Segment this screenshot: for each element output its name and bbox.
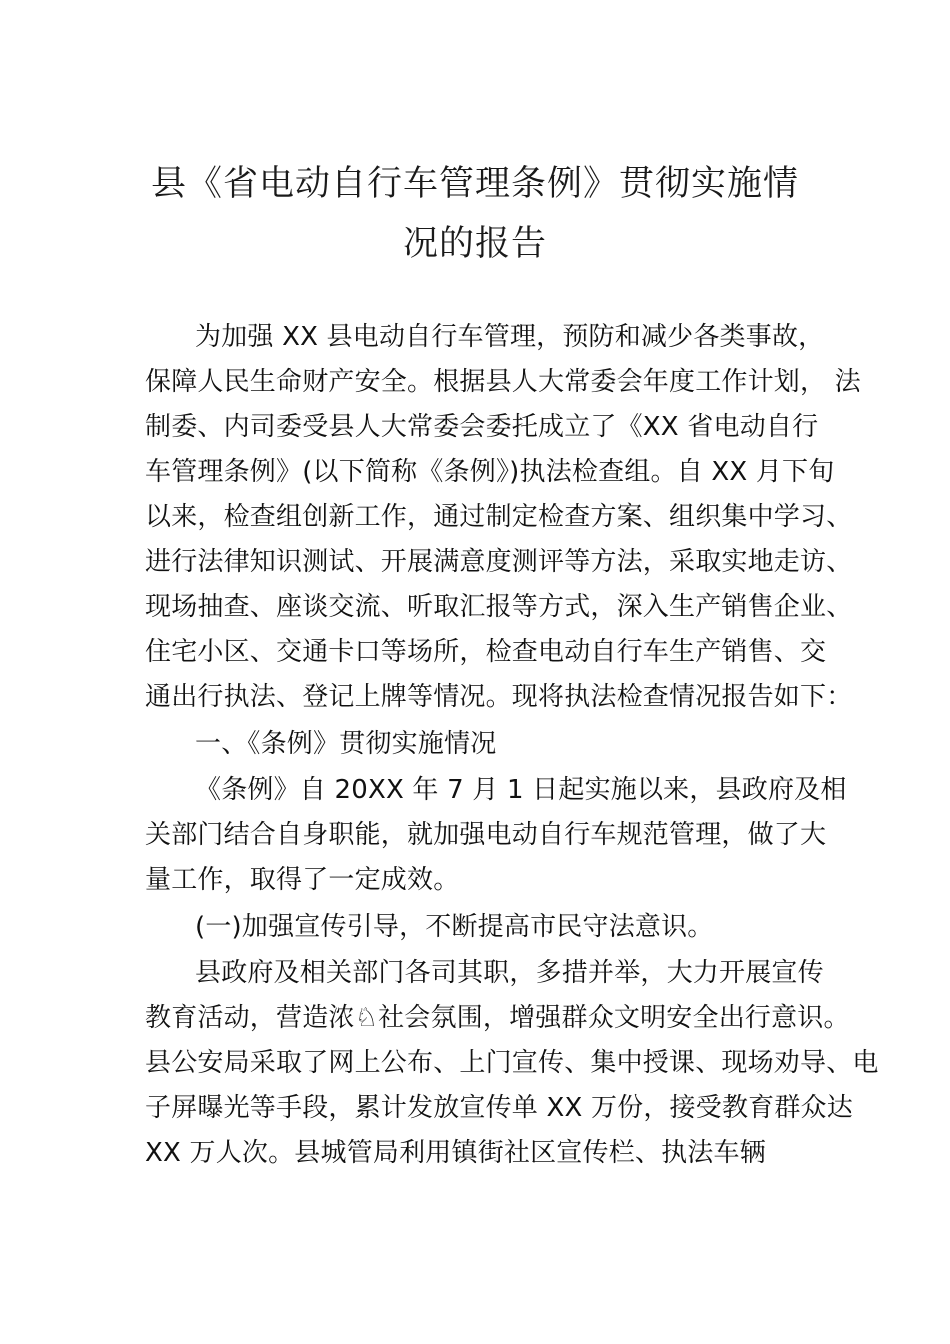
section-heading-1: 一、《条例》贯彻实施情况 bbox=[195, 729, 497, 759]
subsection-heading-1: (一)加强宣传引导，不断提高市民守法意识。 bbox=[195, 912, 714, 942]
body-line-3: 制委、内司委受县人大常委会委托成立了《XX 省电动自行 bbox=[145, 412, 819, 442]
document-title-line-2: 况的报告 bbox=[402, 224, 547, 264]
body-line-9: 通出行执法、登记上牌等情况。现将执法检查情况报告如下： bbox=[145, 682, 853, 712]
document-title-line-1: 县《省电动自行车管理条例》贯彻实施情 bbox=[150, 164, 799, 204]
body-line-4: 车管理条例》(以下简称《条例》)执法检查组。自 XX 月下旬 bbox=[145, 457, 835, 487]
body-line-18: 子屏曝光等手段，累计发放宣传单 XX 万份，接受教育群众达 bbox=[145, 1093, 853, 1123]
body-line-1: 为加强 XX 县电动自行车管理，预防和减少各类事故， bbox=[195, 322, 825, 352]
body-line-2: 保障人民生命财产安全。根据县人大常委会年度工作计划， 法 bbox=[145, 367, 861, 397]
body-line-19: XX 万人次。县城管局利用镇街社区宣传栏、执法车辆 bbox=[145, 1138, 766, 1168]
body-line-15: 县政府及相关部门各司其职，多措并举，大力开展宣传 bbox=[195, 958, 824, 988]
body-line-5: 以来，检查组创新工作，通过制定检查方案、组织集中学习、 bbox=[145, 502, 853, 532]
body-line-8: 住宅小区、交通卡口等场所，检查电动自行车生产销售、交 bbox=[145, 637, 827, 667]
body-line-13: 量工作，取得了一定成效。 bbox=[145, 865, 460, 895]
body-line-6: 进行法律知识测试、开展满意度测评等方法，采取实地走访、 bbox=[145, 547, 853, 577]
body-line-16: 教育活动，营造浓♘社会氛围，增强群众文明安全出行意识。 bbox=[145, 1003, 850, 1033]
body-line-12: 关部门结合自身职能，就加强电动自行车规范管理，做了大 bbox=[145, 820, 827, 850]
body-line-17: 县公安局采取了网上公布、上门宣传、集中授课、现场劝导、电 bbox=[145, 1048, 879, 1078]
body-line-11: 《条例》自 20XX 年 7 月 1 日起实施以来，县政府及相 bbox=[195, 775, 847, 805]
body-line-7: 现场抽查、座谈交流、听取汇报等方式，深入生产销售企业、 bbox=[145, 592, 853, 622]
